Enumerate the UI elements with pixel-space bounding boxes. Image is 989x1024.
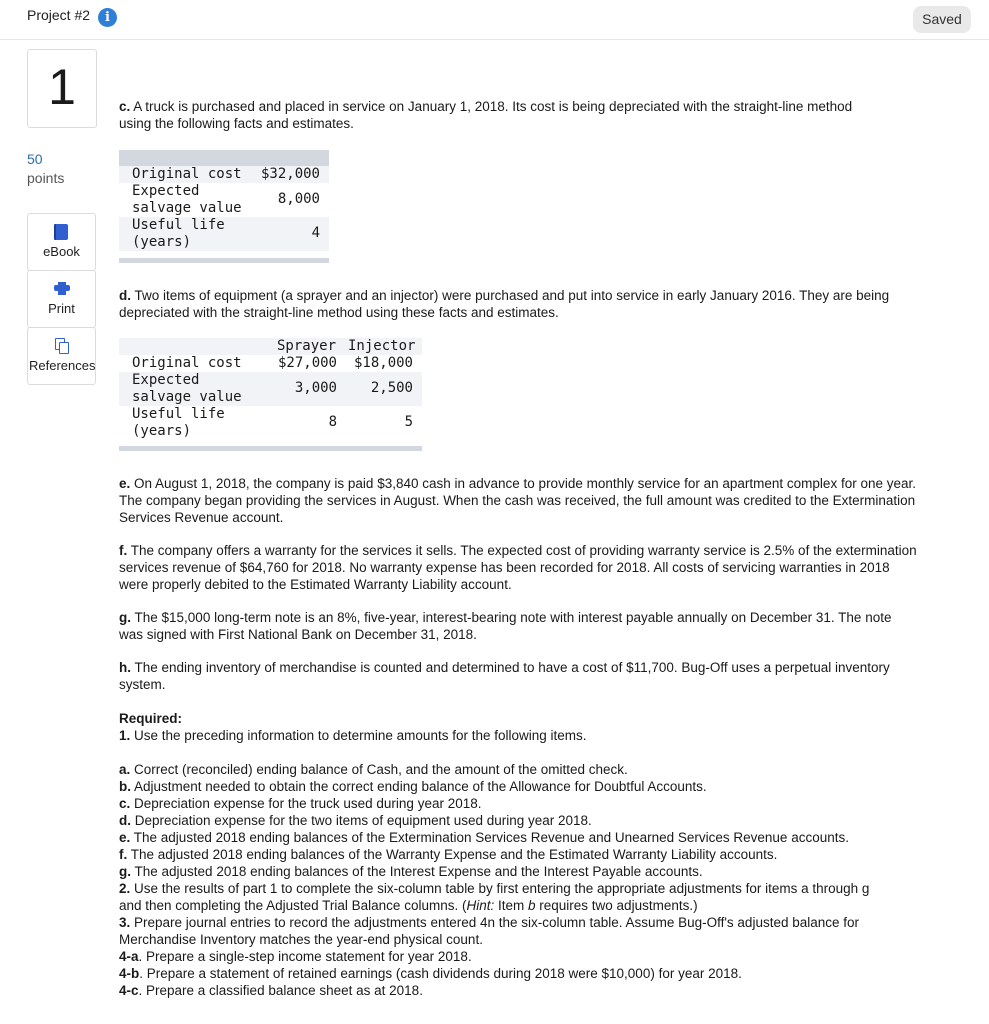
- print-button[interactable]: [27, 270, 96, 328]
- table-cell: Useful life: [132, 217, 225, 233]
- required-sub-item: b. Adjustment needed to obtain the correct ending balance of the Allowance for Doubtful Accounts.: [119, 779, 707, 794]
- ebook-label: eBook: [43, 244, 80, 259]
- table-footer-bar: [119, 258, 329, 263]
- table-cell: 4: [311, 225, 320, 241]
- part-c-text: [119, 98, 879, 132]
- table-cell: salvage value: [132, 200, 242, 216]
- required-sub-item: c. Depreciation expense for the truck used during year 2018.: [119, 796, 482, 811]
- book-icon: [54, 224, 68, 240]
- part-h-text: [119, 659, 919, 693]
- required-sub-item: e. The adjusted 2018 ending balances of the Extermination Services Revenue and Unearned Services Revenue accounts.: [119, 830, 849, 845]
- table-cell: 8,000: [277, 191, 320, 207]
- part-d-body: Two items of equipment (a sprayer and an injector) were purchased and put into service in early January 2016. They are being depreciated with the straight-line method using these facts and estimates.: [119, 288, 890, 320]
- part-e-letter: e.: [119, 476, 131, 491]
- saved-status-badge: Saved: [913, 6, 971, 33]
- question-number: 1: [48, 59, 76, 115]
- required-sub-item: f. The adjusted 2018 ending balances of the Warranty Expense and the Estimated Warranty Liability accounts.: [119, 847, 778, 862]
- required-section: [119, 710, 919, 999]
- table-cell: 3,000: [294, 380, 337, 396]
- part-e-body: On August 1, 2018, the company is paid $3,840 cash in advance to provide monthly service for an apartment complex for one year. The company began providing the services in August. When the cash was received, the full amount was credited to the Extermination Services Revenue account.: [119, 476, 916, 525]
- top-bar: [0, 0, 989, 40]
- table-cell: $18,000: [353, 355, 413, 371]
- table-cell: Original cost: [132, 166, 242, 182]
- part-e-text: [119, 475, 919, 526]
- required-item-1: 1. Use the preceding information to determine amounts for the following items.: [119, 728, 587, 743]
- project-title: Project #2: [27, 7, 91, 23]
- table-cell: salvage value: [132, 389, 242, 405]
- required-item-4b: 4-b. Prepare a statement of retained earnings (cash dividends during 2018 were $10,000) for year 2018.: [119, 966, 742, 981]
- table-cell: 8: [328, 414, 337, 430]
- required-item-2: 2. Use the results of part 1 to complete the six-column table by first entering the appropriate adjustments for items a through g and then completing the Adjusted Trial Balance columns. (Hint: Item b requires two adjustments.): [119, 881, 870, 913]
- part-c-letter: c.: [119, 99, 131, 114]
- required-sub-item: a. Correct (reconciled) ending balance of Cash, and the amount of the omitted check.: [119, 762, 628, 777]
- table-cell: (years): [132, 234, 192, 250]
- references-label: References: [29, 358, 96, 373]
- table-cell: Useful life: [132, 406, 225, 422]
- table-cell: $27,000: [277, 355, 337, 371]
- table-cell: Original cost: [132, 355, 242, 371]
- points-label: points: [27, 170, 65, 186]
- copy-documents-icon: [55, 338, 69, 354]
- part-f-letter: f.: [119, 543, 128, 558]
- part-c-body: A truck is purchased and placed in service on January 1, 2018. Its cost is being depreciated with the straight-line method using the following facts and estimates.: [119, 99, 853, 131]
- table-cell: (years): [132, 423, 192, 439]
- part-h-letter: h.: [119, 660, 131, 675]
- required-item-4a: 4-a. Prepare a single-step income statement for year 2018.: [119, 949, 472, 964]
- required-heading: Required:: [119, 711, 183, 726]
- part-f-body: The company offers a warranty for the services it sells. The expected cost of providing warranty service is 2.5% of the extermination services revenue of $64,760 for 2018. No warranty expense has been recorded for 2018. All costs of servicing warranties in 2018 were properly debited to the Estimated Warranty Liability account.: [119, 543, 917, 592]
- required-sub-item: d. Depreciation expense for the two items of equipment used during year 2018.: [119, 813, 592, 828]
- part-d-text: [119, 287, 919, 321]
- table-cell: Expected: [132, 183, 200, 199]
- table-cell: $32,000: [260, 166, 320, 182]
- part-h-body: The ending inventory of merchandise is counted and determined to have a cost of $11,700. Bug-Off uses a perpetual inventory system.: [119, 660, 890, 692]
- table-cell: 5: [404, 414, 413, 430]
- printer-icon: [54, 282, 70, 294]
- column-header-sprayer: Sprayer: [277, 338, 337, 354]
- column-header-injector: Injector: [348, 338, 416, 354]
- part-d-letter: d.: [119, 288, 131, 303]
- info-icon[interactable]: i: [98, 8, 117, 27]
- table-header-bar: [119, 150, 329, 166]
- table-footer-bar: [119, 446, 422, 451]
- question-number-box: [27, 49, 97, 128]
- part-f-text: [119, 542, 919, 593]
- required-sub-item: g. The adjusted 2018 ending balances of the Interest Expense and the Interest Payable accounts.: [119, 864, 703, 879]
- print-label: Print: [48, 301, 75, 316]
- part-g-letter: g.: [119, 610, 131, 625]
- table-cell: Expected: [132, 372, 200, 388]
- ebook-button[interactable]: [27, 213, 96, 271]
- required-item-4c: 4-c. Prepare a classified balance sheet as at 2018.: [119, 983, 423, 998]
- required-item-3: 3. Prepare journal entries to record the adjustments entered 4n the six-column table. Assume Bug-Off's adjusted balance for Merchandise Inventory matches the year-end physical count.: [119, 915, 860, 947]
- part-g-text: [119, 609, 919, 643]
- references-button[interactable]: [27, 327, 96, 385]
- table-cell: 2,500: [370, 380, 413, 396]
- points-value: 50: [27, 151, 43, 167]
- part-g-body: The $15,000 long-term note is an 8%, five-year, interest-bearing note with interest payable annually on December 31. The note was signed with First National Bank on December 31, 2018.: [119, 610, 892, 642]
